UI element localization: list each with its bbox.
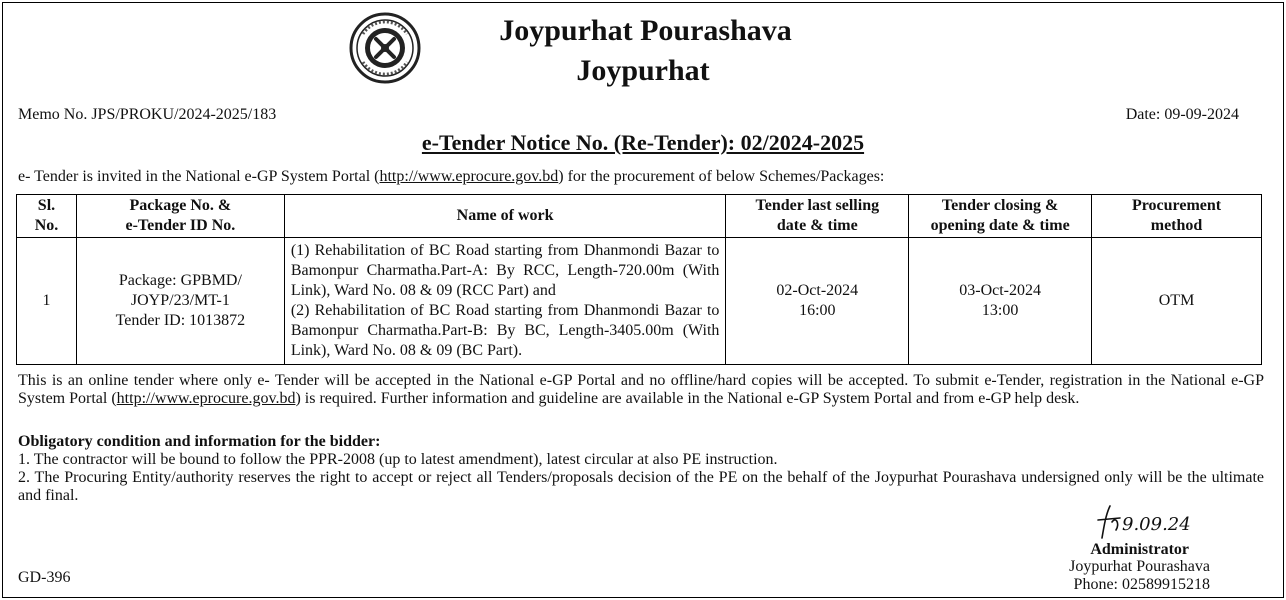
header-selling [726,195,909,238]
table-row [17,238,1262,365]
cell-sl: 1 [17,238,77,365]
memo-number: Memo No. JPS/PROKU/2024-2025/183 [18,106,277,123]
eprocure-link[interactable]: http://www.eprocure.gov.bd [379,168,559,185]
signatory-title: Administrator [1090,541,1189,558]
tender-table [16,194,1262,365]
cell-package [76,238,284,365]
header-sl-line2: No. [34,217,59,234]
signature-mark [1090,502,1210,540]
header-selling-line2: date & time [776,217,858,234]
work-part-b: (2) Rehabilitation of BC Road starting from Dhanmondi Bazar to Bamonpur Charmatha.Part-B: By BC, Length-3405.00m (With Link), Ward No. 08 & 09 (BC Part). [290,302,720,359]
header-closing-line1: Tender closing & [941,197,1059,214]
header-package-line2: e-Tender ID No. [125,217,236,234]
header-selling-line1: Tender last selling [755,197,880,214]
online-note-after: ) is required. Further information and guideline are available in the National e-GP System Portal and from e-GP help desk. [295,390,1080,407]
signatory-phone: Phone: 02589915218 [1073,576,1210,593]
cell-method: OTM [1092,238,1262,365]
tender-id: Tender ID: 1013872 [115,312,246,329]
eprocure-link-2[interactable]: http://www.eprocure.gov.bd [116,390,296,407]
closing-date: 03-Oct-2024 [959,282,1042,299]
signatory-org: Joypurhat Pourashava [1069,558,1210,575]
header-sl-line1: Sl. [37,197,56,214]
org-city: Joypurhat [576,54,710,87]
intro-text-after: ) for the procurement of below Schemes/Packages: [558,168,885,185]
cell-work [284,238,726,365]
cell-closing [909,238,1092,365]
header-sl [17,195,77,238]
org-name: Joypurhat Pourashava [499,14,792,47]
memo-date: Date: 09-09-2024 [1125,106,1239,123]
header-package [76,195,284,238]
header-closing [909,195,1092,238]
header-package-line1: Package No. & [129,197,232,214]
work-part-a: (1) Rehabilitation of BC Road starting from Dhanmondi Bazar to Bamonpur Charmatha.Part-A: By RCC, Length-720.00m (With Link), Ward No. 08 & 09 (RCC Part) and [290,242,720,299]
closing-time: 13:00 [981,302,1019,319]
header-method-line1: Procurement [1131,197,1222,214]
online-note [18,372,1264,408]
package-line1: Package: GPBMD/ [118,272,242,289]
selling-time: 16:00 [799,302,836,319]
intro-text-before: e- Tender is invited in the National e-GP System Portal ( [18,168,380,185]
cell-selling [726,238,909,365]
condition-item: 1. The contractor will be bound to follow the PPR-2008 (up to latest amendment), latest circular at also PE instruction. [18,451,778,468]
header-work: Name of work [284,195,726,238]
notice-title: e-Tender Notice No. (Re-Tender): 02/2024-2025 [421,130,865,155]
intro-text [18,168,884,186]
package-line2: JOYP/23/MT-1 [130,292,230,309]
header-closing-line2: opening date & time [930,217,1070,234]
header-method [1092,195,1262,238]
table-header-row [17,195,1262,238]
gd-code: GD-396 [18,569,71,586]
conditions-heading: Obligatory condition and information for the bidder: [18,433,381,450]
signature-date: 9.09.24 [1122,514,1191,535]
condition-item: 2. The Procuring Entity/authority reserves the right to accept or reject all Tenders/proposals decision of the PE on the behalf of the Joypurhat Pourashava undersigned only will be the ultimate and final. [18,469,1264,504]
header-method-line2: method [1150,217,1203,234]
online-note-before: This is an online tender where only e- Tender will be accepted in the National e-GP Portal and no offline/hard copies will be accepted. To submit e-Tender, registration in the National e-GP System Portal ( [18,372,1264,407]
selling-date: 02-Oct-2024 [776,282,859,299]
